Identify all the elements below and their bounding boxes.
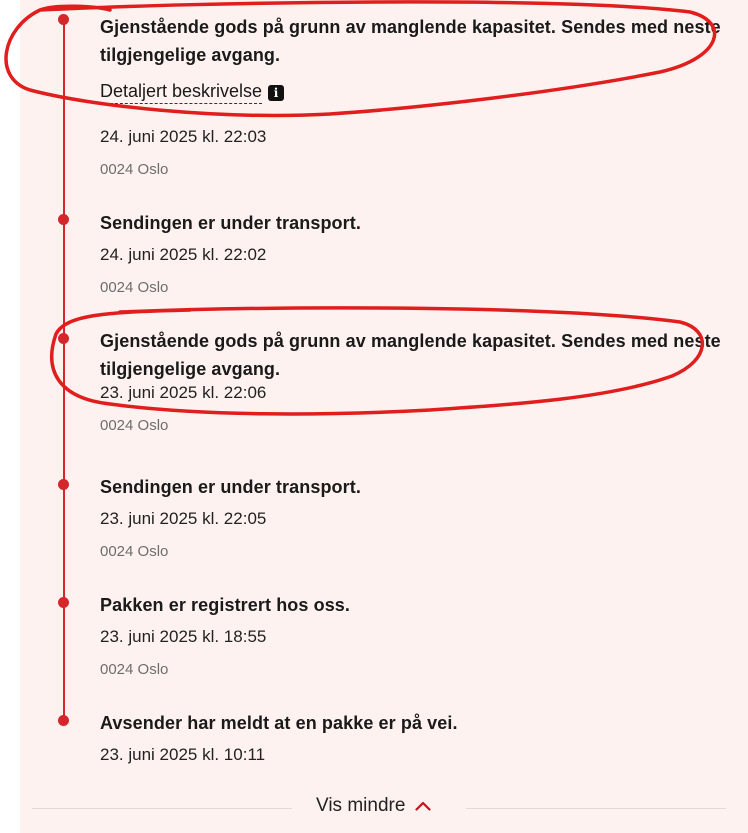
event-date: 23. juni 2025 kl. 18:55 [100,627,267,646]
info-icon[interactable]: i [268,85,284,101]
show-less-label: Vis mindre [316,795,406,816]
event-location: 0024 Oslo [100,417,169,434]
event-date: 23. juni 2025 kl. 22:06 [100,383,267,402]
timeline-dot [58,597,69,608]
tracking-event [100,13,740,181]
event-date: 23. juni 2025 kl. 10:11 [100,745,266,764]
timeline-dot [58,479,69,490]
timeline-dot [58,214,69,225]
tracking-event [100,209,740,299]
footer-divider-left [32,808,292,809]
event-title: Avsender har meldt at en pakke er på vei. [100,713,458,733]
tracking-event [100,709,740,767]
event-location: 0024 Oslo [100,279,169,296]
timeline-line [63,18,65,220]
timeline-dot [58,333,69,344]
timeline-line [63,602,65,720]
event-location: 0024 Oslo [100,161,169,178]
tracking-event [100,327,740,437]
chevron-up-icon [415,801,431,811]
timeline-line [63,338,65,484]
timeline-dot [58,14,69,25]
timeline-dot [58,715,69,726]
show-less-button[interactable] [316,795,431,817]
event-date: 24. juni 2025 kl. 22:02 [100,245,267,264]
event-title: Sendingen er under transport. [100,477,361,497]
tracking-event [100,473,740,563]
footer-divider-right [466,808,726,809]
tracking-event [100,591,740,681]
event-title: Gjenstående gods på grunn av manglende kapasitet. Sendes med neste tilgjengelige avgang. [100,17,721,65]
timeline-line [63,484,65,602]
detailed-description-link[interactable]: Detaljert beskrivelse [100,79,262,104]
event-location: 0024 Oslo [100,661,169,678]
description-row [100,79,740,104]
event-date: 24. juni 2025 kl. 22:03 [100,127,267,146]
timeline-line [63,220,65,338]
event-date: 23. juni 2025 kl. 22:05 [100,509,267,528]
event-title: Pakken er registrert hos oss. [100,595,351,615]
event-location: 0024 Oslo [100,543,169,560]
event-title: Sendingen er under transport. [100,213,361,233]
tracking-history-panel [20,0,748,833]
event-title: Gjenstående gods på grunn av manglende kapasitet. Sendes med neste tilgjengelige avgang. [100,331,721,379]
